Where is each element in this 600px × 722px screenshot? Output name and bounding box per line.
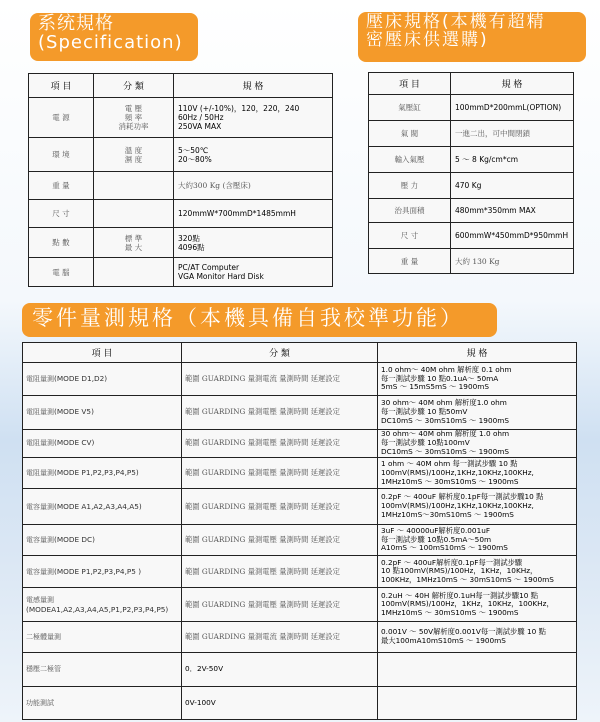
component-name: 穩壓二極管 [26,665,61,674]
press-value: 5 ～ 8 Kg/cm*cm [451,147,574,173]
component-spec [378,489,577,524]
specification-banner [30,13,198,61]
component-item [23,588,182,621]
component-mode: (MODE D1,D2) [54,374,108,384]
spec-line: 100mV(RMS)/100Hz,1KHz,10KHz,100KHz, [381,467,534,477]
table-row [369,147,574,173]
component-mode: (MODE CV) [54,438,95,448]
spec-line: 1MHz10mS～30mS10mS ～ 1900mS [381,509,514,519]
press-value: 100mmD*200mmL(OPTION) [451,95,574,121]
component-item [23,458,182,489]
spec-item: 電 源 [29,98,94,138]
parts-header-item: 項 目 [23,343,182,363]
spec-line: 30 ohm～ 40M ohm 解析度 1.0 ohm [381,429,510,439]
spec-line: 0.2pF ～ 400uF 解析度0.1pF每一測試步驟10 點 [381,492,544,502]
table-row [369,223,574,249]
component-category: 0．2V-50V [182,653,378,686]
component-category: 範圍 GUARDING 量測電壓 量測時間 延遲設定 [182,458,378,489]
table-row [29,258,333,287]
component-item [23,556,182,588]
component-name: 電阻量測 [26,439,54,448]
spec-line: 10 點100mV(RMS)/100Hz，1KHz，10KHz， [381,566,538,576]
press-spec-table [368,72,574,274]
component-category: 範圍 GUARDING 量測電壓 量測時間 延遲設定 [182,489,378,524]
spec-line: 3uF ～ 40000uF解析度0.001uF [381,525,491,535]
component-item [23,524,182,555]
component-item [23,396,182,429]
component-mode: (MODEA1,A2,A3,A4,A5,P1,P2,P3,P4,P5) [26,605,169,615]
component-name: 功能測試 [26,698,54,707]
spec-line: 5mS ～ 15mS5mS ～ 1900mS [381,382,489,392]
press-item: 重 量 [369,249,451,274]
component-name: 電感量測 [26,596,54,605]
table-row [369,173,574,199]
component-spec [378,621,577,652]
spec-value: 5～50℃ 20～80% [174,138,333,172]
spec-item: 重 量 [29,172,94,200]
press-item: 輸入氣壓 [369,147,451,173]
spec-banner-subtitle: (Specification) [38,31,183,53]
spec-line: 1MHz10mS ～ 30mS10mS ～ 1900mS [381,476,519,486]
component-item [23,429,182,457]
table-row [23,588,577,621]
specification-table [28,73,333,287]
component-name: 二極體量測 [26,632,61,641]
table-row [369,121,574,147]
press-header-spec: 規 格 [451,73,574,95]
press-value: 大約 130 Kg [451,249,574,274]
component-item [23,686,182,719]
spec-category: 溫 度 濕 度 [94,138,174,172]
component-category: 範圍 GUARDING 量測電壓 量測時間 延遲設定 [182,429,378,457]
press-value: 470 Kg [451,173,574,199]
table-row [23,556,577,588]
spec-line: 0.2pF ～ 400uF解析度0.1pF每一測試步驟 [381,557,523,567]
component-item [23,621,182,652]
table-row [29,200,333,228]
precision-press-banner [358,12,586,62]
component-spec [378,396,577,429]
press-banner-subtitle: 密壓床供選購) [366,29,489,50]
component-mode: (MODE DC) [54,534,95,544]
component-spec [378,686,577,719]
component-item [23,653,182,686]
spec-category [94,258,174,287]
table-row [23,458,577,489]
table-row [369,199,574,223]
component-spec [378,588,577,621]
spec-header-item: 項 目 [29,74,94,98]
parts-header-spec: 規 格 [378,343,577,363]
spec-line: 100mV(RMS)/100Hz，1KHz，10KHz，100KHz， [381,599,554,609]
spec-line: 1.0 ohm～ 40M ohm 解析度 0.1 ohm [381,364,512,374]
spec-line: DC10mS ～ 30mS10mS ～ 1900mS [381,415,509,425]
component-category: 範圍 GUARDING 量測電流 量測時間 延遲設定 [182,362,378,395]
component-item [23,489,182,524]
component-spec [378,458,577,489]
table-row [23,489,577,524]
component-category: 範圍 GUARDING 量測電流 量測時間 延遲設定 [182,621,378,652]
component-measurement-table [22,342,577,720]
press-item: 尺 寸 [369,223,451,249]
spec-value: 120mmW*700mmD*1485mmH [174,200,333,228]
spec-item: 電 腦 [29,258,94,287]
component-mode: (MODE P1,P2,P3,P4,P5) [54,468,139,478]
spec-line: 最大100mA10mS10mS ～ 1900mS [381,635,506,645]
spec-line: 1 ohm ～ 40M ohm 每一測試步驟 10 點 [381,459,518,469]
component-spec [378,653,577,686]
spec-line: 每一測試步驟 10點0.5mA～50m [381,534,492,544]
spec-banner-title: 系统規格 [38,13,114,34]
component-spec [378,524,577,555]
component-category: 範圍 GUARDING 量測電壓 量測時間 延遲設定 [182,396,378,429]
component-name: 電容量測 [26,502,54,511]
spec-line: 每一測試步驟 10 點50mV [381,407,468,417]
table-row [23,396,577,429]
spec-line: 30 ohm～ 40M ohm 解析度1.0 ohm [381,398,507,408]
spec-line: DC10mS ～ 30mS10mS ～ 1900mS [381,446,509,456]
spec-line: 0.001V ～ 50V解析度0.001V每一測試步驟 10 點 [381,627,546,637]
component-category: 0V-100V [182,686,378,719]
press-header-item: 項 目 [369,73,451,95]
table-row [23,653,577,686]
table-row [369,249,574,274]
spec-category [94,200,174,228]
table-row [29,138,333,172]
table-row [29,98,333,138]
component-name: 電阻量測 [26,408,54,417]
press-value: 600mmW*450mmD*950mmH [451,223,574,249]
component-spec [378,556,577,588]
spec-line: 0.2uH ～ 40H 解析度0.1uH每一測試步驟10 點 [381,590,539,600]
table-row [23,362,577,395]
spec-header-spec: 規 格 [174,74,333,98]
table-row [23,621,577,652]
component-mode: (MODE V5) [54,407,94,417]
spec-value: PC/AT Computer VGA Monitor Hard Disk [174,258,333,287]
component-measurement-banner: 零件量測規格（本機具備自我校準功能） [22,303,497,337]
component-item [23,362,182,395]
parts-header-category: 分 類 [182,343,378,363]
spec-category: 電 壓 頻 率 消耗功率 [94,98,174,138]
component-category: 範圍 GUARDING 量測電壓 量測時間 延遲設定 [182,588,378,621]
component-name: 電容量測 [26,535,54,544]
spec-line: 100mV(RMS)/100Hz,1KHz,10KHz,100KHz, [381,501,534,511]
spec-line: 100KHz，1MHz10mS ～ 30mS10mS ～ 1900mS [381,575,554,585]
component-name: 電阻量測 [26,469,54,478]
table-row [23,686,577,719]
press-banner-title: 壓床規格(本機有超精 [366,12,546,32]
component-spec [378,429,577,457]
spec-category [94,172,174,200]
spec-item: 尺 寸 [29,200,94,228]
press-item: 氣壓缸 [369,95,451,121]
spec-value: 大約300 Kg (含壓床) [174,172,333,200]
spec-header-category: 分 類 [94,74,174,98]
spec-item: 點 數 [29,228,94,258]
press-item: 治具面積 [369,199,451,223]
table-row [369,95,574,121]
component-category: 範圍 GUARDING 量測電壓 量測時間 延遲設定 [182,524,378,555]
component-name: 電阻量測 [26,375,54,384]
press-value: 一進二出，可中間閉鎖 [451,121,574,147]
table-row [29,172,333,200]
spec-item: 環 境 [29,138,94,172]
table-row [23,524,577,555]
spec-line: 每一測試步驟 10 點0.1uA～ 50mA [381,373,499,383]
spec-value: 110V (+/-10%)，120，220，240 60Hz / 50Hz 250VA MAX [174,98,333,138]
spec-line: 1MHz10mS ～ 30mS10mS ～ 1900mS [381,608,519,618]
press-item: 氣 閥 [369,121,451,147]
table-row [23,429,577,457]
component-category: 範圍 GUARDING 量測電壓 量測時間 延遲設定 [182,556,378,588]
spec-category: 標 準 最 大 [94,228,174,258]
spec-value: 320點 4096點 [174,228,333,258]
component-name: 電容量測 [26,567,54,576]
table-row [29,228,333,258]
press-item: 壓 力 [369,173,451,199]
spec-line: A10mS ～ 100mS10mS ～ 1900mS [381,543,508,553]
component-mode: (MODE A1,A2,A3,A4,A5) [54,501,142,511]
press-value: 480mm*350mm MAX [451,199,574,223]
spec-line: 每一測試步驟 10點100mV [381,437,470,447]
component-spec [378,362,577,395]
component-mode: (MODE P1,P2,P3,P4,P5 ) [54,566,142,576]
